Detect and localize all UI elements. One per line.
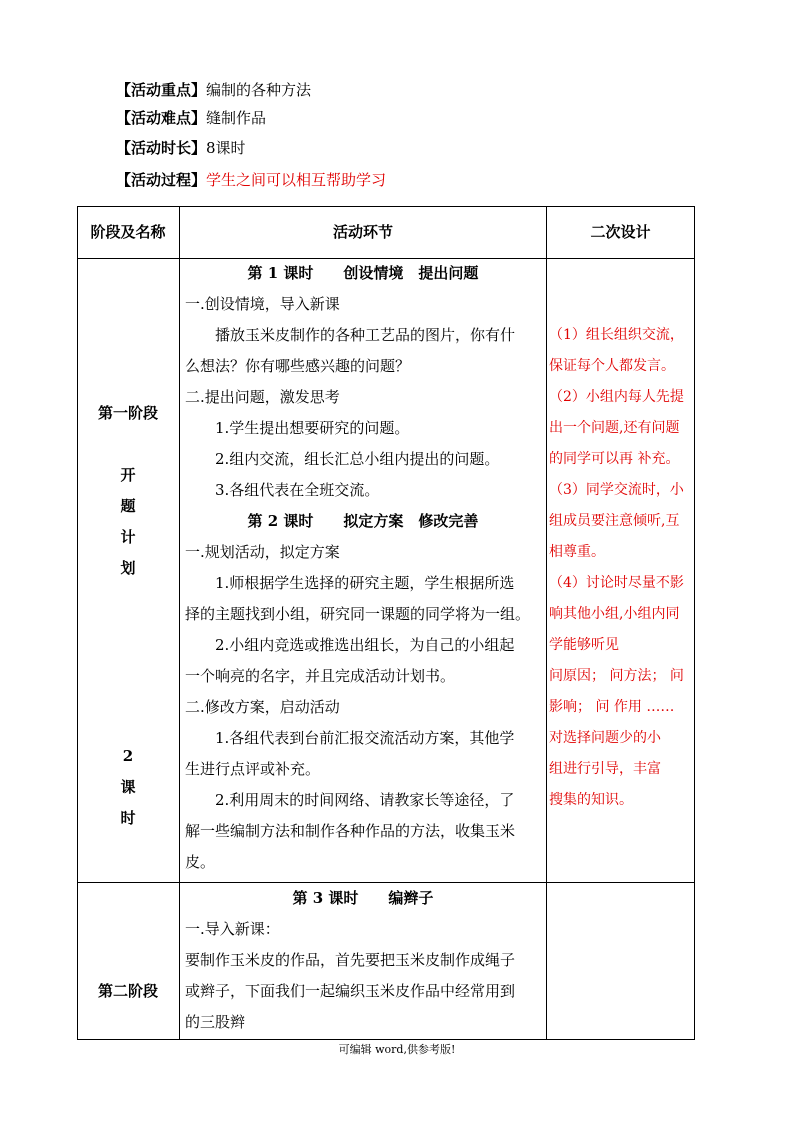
lesson-1-title: 第 1 课时 创设情境 提出问题	[247, 264, 479, 282]
design-note-line: （3）同学交流时，小	[549, 482, 684, 498]
process-value: 学生之间可以相互帮助学习	[206, 171, 387, 189]
col-divider-1	[179, 206, 180, 1040]
page-footer: 可编辑 word,供参考版!	[338, 1043, 456, 1056]
design-note-line: 相尊重。	[549, 544, 605, 560]
table-border-bottom	[77, 1039, 695, 1040]
col-header-activity: 活动环节	[332, 223, 393, 241]
stage1-sub-char: 题	[120, 497, 136, 515]
activity-line: 一.创设情境，导入新课	[185, 295, 340, 313]
lesson-3-title: 第 3 课时 编辫子	[292, 889, 434, 907]
col-header-stage: 阶段及名称	[90, 223, 166, 241]
design-note-line: 学能够听见	[549, 637, 619, 653]
design-note-line: （1）组长组织交流，	[549, 327, 684, 343]
process-key: 【活动过程】	[116, 171, 207, 189]
difficulty-value: 缝制作品	[206, 109, 267, 127]
activity-line: 一个响亮的名字，并且完成活动计划书。	[185, 667, 456, 685]
design-note-line: 组成员要注意倾听,互	[549, 513, 680, 529]
focus-key: 【活动重点】	[116, 81, 207, 99]
activity-line: 二.提出问题，激发思考	[185, 388, 340, 406]
activity-line: 一.导入新课：	[185, 920, 280, 938]
duration-line	[116, 138, 246, 158]
stage1-hours-number: 2	[122, 747, 134, 765]
focus-value: 编制的各种方法	[206, 81, 312, 99]
design-note-line: 影响； 问 作用 ……	[549, 699, 675, 715]
design-note-line: 出一个问题,还有问题	[549, 420, 680, 436]
design-note-line: 问原因； 问方法； 问	[549, 668, 684, 684]
col-divider-2	[546, 206, 547, 1040]
lesson-2-title: 第 2 课时 拟定方案 修改完善	[247, 512, 479, 530]
stage1-name: 第一阶段	[97, 404, 158, 422]
activity-line: 生进行点评或补充。	[185, 760, 321, 778]
design-note-line: 保证每个人都发言。	[549, 358, 675, 374]
stage1-sub-char: 划	[120, 559, 136, 577]
design-note-line: 响其他小组,小组内同	[549, 606, 680, 622]
activity-line: 的三股辫	[185, 1013, 246, 1031]
difficulty-line	[116, 108, 266, 128]
design-note-line: 组进行引导，丰富	[549, 761, 661, 777]
activity-line: 1.学生提出想要研究的问题。	[185, 419, 410, 437]
stage2-name: 第二阶段	[97, 982, 158, 1000]
activity-line: 2.组内交流，组长汇总小组内提出的问题。	[185, 450, 500, 468]
duration-value: 8课时	[206, 139, 246, 157]
table-border-left	[77, 206, 78, 1040]
difficulty-key: 【活动难点】	[116, 109, 207, 127]
activity-line: 3.各组代表在全班交流。	[185, 481, 380, 499]
stage1-sub-char: 开	[120, 466, 136, 484]
design-note-line: 的同学可以再 补充。	[549, 451, 680, 467]
activity-line: 皮。	[185, 853, 216, 871]
activity-line: 2.小组内竞选或推选出组长，为自己的小组起	[185, 636, 515, 654]
table-border-right	[694, 206, 695, 1040]
activity-line: 择的主题找到小组，研究同一课题的同学将为一组。	[185, 605, 531, 623]
design-note-line: （2）小组内每人先提	[549, 389, 684, 405]
activity-table	[77, 206, 695, 1040]
activity-line: 一.规划活动，拟定方案	[185, 543, 340, 561]
stage1-hours-char: 课	[120, 778, 136, 796]
col-header-design: 二次设计	[590, 223, 651, 241]
stage1-hours-char: 时	[120, 809, 136, 827]
design-note-line: （4）讨论时尽量不影	[549, 575, 684, 591]
focus-line	[116, 80, 311, 100]
activity-line: 要制作玉米皮的作品，首先要把玉米皮制作成绳子	[185, 951, 516, 969]
activity-line: 二.修改方案，启动活动	[185, 698, 340, 716]
activity-line: 2.利用周末的时间网络、请教家长等途径，了	[185, 791, 515, 809]
stage1-sub-char: 计	[120, 528, 136, 546]
activity-line: 解一些编制方法和制作各种作品的方法，收集玉米	[185, 822, 516, 840]
duration-key: 【活动时长】	[116, 139, 207, 157]
activity-line: 播放玉米皮制作的各种工艺品的图片，你有什	[185, 326, 516, 344]
design-note-line: 搜集的知识。	[549, 792, 633, 808]
process-line	[116, 170, 386, 190]
design-note-line: 对选择问题少的小	[549, 730, 661, 746]
activity-line: 1.各组代表到台前汇报交流活动方案，其他学	[185, 729, 515, 747]
table-border-top	[77, 206, 695, 207]
activity-line: 或辫子，下面我们一起编织玉米皮作品中经常用到	[185, 982, 516, 1000]
activity-line: 1.师根据学生选择的研究主题，学生根据所选	[185, 574, 515, 592]
activity-line: 么想法？你有哪些感兴趣的问题？	[185, 357, 411, 375]
